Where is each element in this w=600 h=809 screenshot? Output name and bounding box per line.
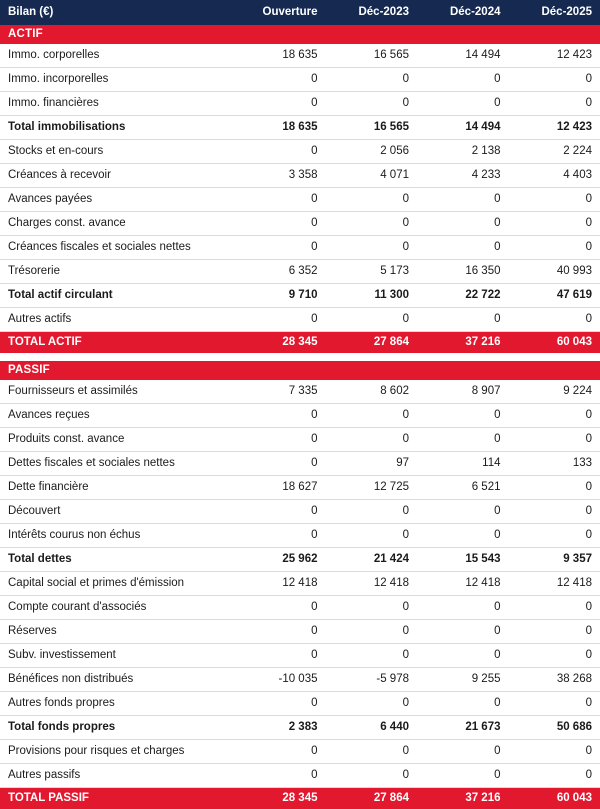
row-value: 0: [417, 692, 509, 716]
row-value: 28 345: [234, 788, 326, 809]
row-value: 18 627: [234, 476, 326, 500]
row-value: 16 350: [417, 260, 509, 284]
row-value: 7 335: [234, 380, 326, 404]
table-row: [0, 92, 600, 116]
row-value: 18 635: [234, 116, 326, 140]
row-label: Trésorerie: [0, 260, 234, 284]
column-header-period: Déc-2024: [417, 0, 509, 25]
row-value: -10 035: [234, 668, 326, 692]
row-value: 0: [234, 596, 326, 620]
row-value: 12 423: [509, 116, 600, 140]
row-value: 0: [417, 188, 509, 212]
row-value: 3 358: [234, 164, 326, 188]
row-label: Charges const. avance: [0, 212, 234, 236]
row-value: 0: [509, 692, 600, 716]
table-row: [0, 140, 600, 164]
row-label: Créances à recevoir: [0, 164, 234, 188]
row-value: 0: [417, 308, 509, 332]
section-band-actif: [0, 25, 600, 44]
row-value: 0: [509, 188, 600, 212]
row-value: 0: [234, 524, 326, 548]
row-value: 133: [509, 452, 600, 476]
table-header-row: [0, 0, 600, 25]
row-label: Stocks et en-cours: [0, 140, 234, 164]
row-value: 14 494: [417, 44, 509, 68]
row-value: 6 521: [417, 476, 509, 500]
row-label: Autres passifs: [0, 764, 234, 788]
table-row: [0, 668, 600, 692]
table-row: [0, 68, 600, 92]
row-label: Produits const. avance: [0, 428, 234, 452]
row-value: 14 494: [417, 116, 509, 140]
table-row: [0, 260, 600, 284]
row-value: 25 962: [234, 548, 326, 572]
row-value: 6 352: [234, 260, 326, 284]
row-value: 0: [326, 524, 418, 548]
row-label: Immo. corporelles: [0, 44, 234, 68]
row-value: 12 418: [234, 572, 326, 596]
row-value: 0: [417, 68, 509, 92]
table-row: [0, 500, 600, 524]
row-value: 0: [326, 500, 418, 524]
subtotal-row: [0, 716, 600, 740]
section-band-label: ACTIF: [0, 25, 234, 44]
row-value: 0: [326, 236, 418, 260]
row-value: 0: [234, 620, 326, 644]
row-value: 0: [326, 428, 418, 452]
subtotal-row: [0, 548, 600, 572]
row-value: 6 440: [326, 716, 418, 740]
row-label: Réserves: [0, 620, 234, 644]
table-row: [0, 188, 600, 212]
table-row: [0, 452, 600, 476]
row-value: 0: [234, 308, 326, 332]
section-band-passif: [0, 361, 600, 380]
row-value: 27 864: [326, 332, 418, 354]
row-label: Découvert: [0, 500, 234, 524]
row-value: 5 173: [326, 260, 418, 284]
row-value: 9 710: [234, 284, 326, 308]
row-value: 0: [509, 764, 600, 788]
table-row: [0, 620, 600, 644]
row-value: 60 043: [509, 332, 600, 354]
row-value: 47 619: [509, 284, 600, 308]
row-label: Intérêts courus non échus: [0, 524, 234, 548]
row-value: 0: [326, 692, 418, 716]
table-row: [0, 764, 600, 788]
row-label: TOTAL PASSIF: [0, 788, 234, 809]
row-value: 15 543: [417, 548, 509, 572]
row-value: 12 418: [326, 572, 418, 596]
row-label: Bénéfices non distribués: [0, 668, 234, 692]
column-header-label: Bilan (€): [0, 0, 234, 25]
table-row: [0, 236, 600, 260]
row-value: 0: [509, 500, 600, 524]
row-value: 12 418: [417, 572, 509, 596]
section-band-filler: [509, 25, 600, 44]
row-label: Total actif circulant: [0, 284, 234, 308]
row-value: 50 686: [509, 716, 600, 740]
row-value: 0: [509, 620, 600, 644]
row-value: 4 233: [417, 164, 509, 188]
row-value: 0: [326, 764, 418, 788]
row-label: Dettes fiscales et sociales nettes: [0, 452, 234, 476]
row-value: 60 043: [509, 788, 600, 809]
column-header-period: Déc-2023: [326, 0, 418, 25]
row-value: 0: [417, 428, 509, 452]
column-header-period: Ouverture: [234, 0, 326, 25]
grand-total-row: [0, 788, 600, 809]
row-value: 0: [509, 308, 600, 332]
row-value: 0: [509, 644, 600, 668]
table-row: [0, 692, 600, 716]
row-value: 4 403: [509, 164, 600, 188]
table-row: [0, 212, 600, 236]
row-label: Autres actifs: [0, 308, 234, 332]
row-value: 2 056: [326, 140, 418, 164]
row-label: Compte courant d'associés: [0, 596, 234, 620]
table-row: [0, 308, 600, 332]
row-value: 0: [234, 140, 326, 164]
table-row: [0, 380, 600, 404]
row-value: 97: [326, 452, 418, 476]
spacer-cell: [0, 353, 600, 361]
row-value: 37 216: [417, 332, 509, 354]
row-label: Avances payées: [0, 188, 234, 212]
row-value: 0: [509, 596, 600, 620]
column-header-period: Déc-2025: [509, 0, 600, 25]
row-label: Provisions pour risques et charges: [0, 740, 234, 764]
table-row: [0, 524, 600, 548]
row-label: Subv. investissement: [0, 644, 234, 668]
row-value: 0: [234, 452, 326, 476]
row-value: 0: [234, 692, 326, 716]
grand-total-row: [0, 332, 600, 354]
row-label: Fournisseurs et assimilés: [0, 380, 234, 404]
row-value: 2 138: [417, 140, 509, 164]
row-value: 0: [234, 188, 326, 212]
row-value: 9 357: [509, 548, 600, 572]
row-value: 0: [509, 524, 600, 548]
row-value: 27 864: [326, 788, 418, 809]
row-label: Créances fiscales et sociales nettes: [0, 236, 234, 260]
row-value: 2 383: [234, 716, 326, 740]
row-value: 4 071: [326, 164, 418, 188]
row-label: Immo. incorporelles: [0, 68, 234, 92]
table-row: [0, 44, 600, 68]
row-value: 0: [417, 236, 509, 260]
row-value: 0: [234, 212, 326, 236]
row-value: 0: [417, 740, 509, 764]
row-value: 0: [234, 764, 326, 788]
row-value: 0: [234, 92, 326, 116]
row-value: 8 907: [417, 380, 509, 404]
row-value: 0: [234, 428, 326, 452]
row-value: -5 978: [326, 668, 418, 692]
row-label: TOTAL ACTIF: [0, 332, 234, 354]
row-value: 0: [417, 212, 509, 236]
row-value: 0: [509, 404, 600, 428]
row-value: 16 565: [326, 116, 418, 140]
section-band-filler: [234, 361, 326, 380]
row-value: 0: [326, 308, 418, 332]
section-band-label: PASSIF: [0, 361, 234, 380]
row-value: 12 725: [326, 476, 418, 500]
row-value: 0: [326, 212, 418, 236]
row-value: 0: [326, 620, 418, 644]
row-value: 0: [417, 764, 509, 788]
row-value: 114: [417, 452, 509, 476]
row-label: Autres fonds propres: [0, 692, 234, 716]
row-value: 2 224: [509, 140, 600, 164]
row-value: 11 300: [326, 284, 418, 308]
row-value: 40 993: [509, 260, 600, 284]
row-value: 0: [326, 644, 418, 668]
row-value: 0: [326, 596, 418, 620]
row-value: 12 418: [509, 572, 600, 596]
row-value: 0: [417, 620, 509, 644]
section-band-filler: [326, 25, 418, 44]
row-value: 18 635: [234, 44, 326, 68]
row-value: 0: [509, 212, 600, 236]
table-row: [0, 164, 600, 188]
row-value: 0: [234, 68, 326, 92]
row-value: 0: [326, 188, 418, 212]
row-value: 0: [417, 404, 509, 428]
table-row: [0, 404, 600, 428]
table-row: [0, 740, 600, 764]
row-value: 0: [509, 236, 600, 260]
row-value: 28 345: [234, 332, 326, 354]
table-row: [0, 644, 600, 668]
row-value: 0: [509, 92, 600, 116]
row-value: 9 224: [509, 380, 600, 404]
row-value: 22 722: [417, 284, 509, 308]
row-value: 0: [509, 68, 600, 92]
row-label: Avances reçues: [0, 404, 234, 428]
table-row: [0, 596, 600, 620]
row-value: 0: [234, 644, 326, 668]
row-value: 16 565: [326, 44, 418, 68]
row-value: 0: [234, 500, 326, 524]
row-label: Total fonds propres: [0, 716, 234, 740]
section-band-filler: [234, 25, 326, 44]
row-value: 0: [234, 740, 326, 764]
row-value: 21 424: [326, 548, 418, 572]
row-value: 21 673: [417, 716, 509, 740]
table-row: [0, 476, 600, 500]
section-band-filler: [509, 361, 600, 380]
subtotal-row: [0, 116, 600, 140]
row-value: 0: [509, 428, 600, 452]
section-band-filler: [417, 361, 509, 380]
row-value: 37 216: [417, 788, 509, 809]
row-value: 0: [326, 404, 418, 428]
row-value: 0: [509, 740, 600, 764]
row-label: Total dettes: [0, 548, 234, 572]
row-label: Dette financière: [0, 476, 234, 500]
row-value: 9 255: [417, 668, 509, 692]
subtotal-row: [0, 284, 600, 308]
table-row: [0, 428, 600, 452]
row-value: 12 423: [509, 44, 600, 68]
row-value: 0: [326, 68, 418, 92]
row-value: 0: [234, 236, 326, 260]
row-value: 0: [326, 740, 418, 764]
row-value: 0: [234, 404, 326, 428]
row-value: 0: [417, 92, 509, 116]
row-label: Total immobilisations: [0, 116, 234, 140]
section-band-filler: [417, 25, 509, 44]
section-band-filler: [326, 361, 418, 380]
row-label: Immo. financières: [0, 92, 234, 116]
table-row: [0, 572, 600, 596]
row-value: 8 602: [326, 380, 418, 404]
section-spacer: [0, 353, 600, 361]
row-value: 38 268: [509, 668, 600, 692]
row-value: 0: [417, 500, 509, 524]
row-value: 0: [509, 476, 600, 500]
row-label: Capital social et primes d'émission: [0, 572, 234, 596]
row-value: 0: [417, 644, 509, 668]
row-value: 0: [326, 92, 418, 116]
row-value: 0: [417, 596, 509, 620]
row-value: 0: [417, 524, 509, 548]
